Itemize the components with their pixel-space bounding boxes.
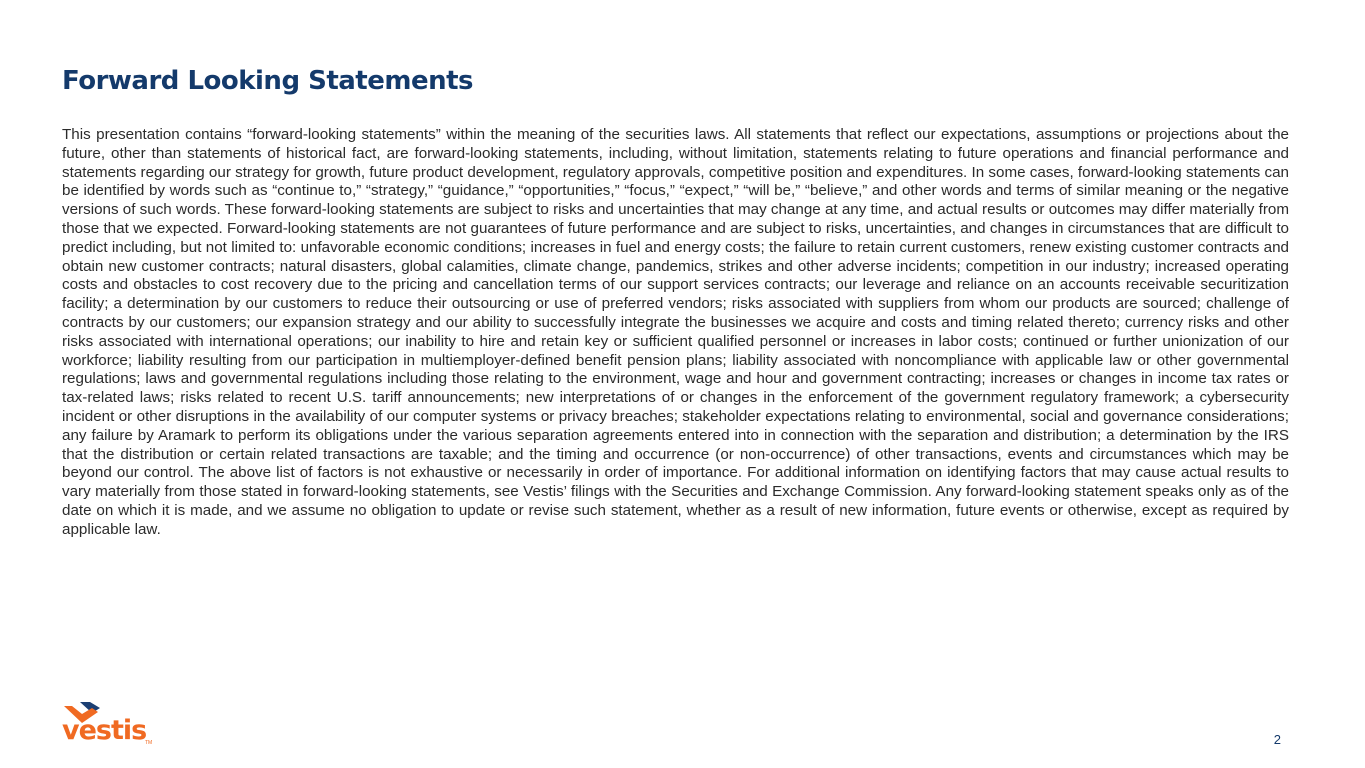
logo-wordmark: vestis [62,715,147,746]
vestis-logo [62,702,162,750]
slide-title: Forward Looking Statements [62,66,474,96]
page-number: 2 [1273,732,1281,747]
logo-trademark: TM [145,740,153,746]
forward-looking-statement-body: This presentation contains “forward-looking statements” within the meaning of the securities laws. All statements that reflect our expectations, assumptions or projections about the future, other than statements of historical fact, are forward-looking statements, including, without limitation, statements relating to future operations and financial performance and statements regarding our strategy for growth, future product development, regulatory approvals, competitive position and expenditures. In some cases, forward-looking statements can be identified by words such as “continue to,” “strategy,” “guidance,” “opportunities,” “focus,” “expect,” “will be,” “believe,” and other words and terms of similar meaning or the negative versions of such words. These forward-looking statements are subject to risks and uncertainties that may change at any time, and actual results or outcomes may differ materially from those that we expected. Forward-looking statements are not guarantees of future performance and are subject to risks, uncertainties, and changes in circumstances that are difficult to predict including, but not limited to: unfavorable economic conditions; increases in fuel and energy costs; the failure to retain current customers, renew existing customer contracts and obtain new customer contracts; natural disasters, global calamities, climate change, pandemics, strikes and other adverse incidents; competition in our industry; increased operating costs and obstacles to cost recovery due to the pricing and cancellation terms of our support services contracts; our leverage and reliance on an accounts receivable securitization facility; a determination by our customers to reduce their outsourcing or use of preferred vendors; risks associated with suppliers from whom our products are sourced; challenge of contracts by our customers; our expansion strategy and our ability to successfully integrate the businesses we acquire and costs and timing related thereto; currency risks and other risks associated with international operations; our inability to hire and retain key or sufficient qualified personnel or increases in labor costs; continued or further unionization of our workforce; liability resulting from our participation in multiemployer-defined benefit pension plans; liability associated with noncompliance with applicable law or other governmental regulations; laws and governmental regulations including those relating to the environment, wage and hour and government contracting; increases or changes in income tax rates or tax-related laws; risks related to recent U.S. tariff announcements; new interpretations of or changes in the enforcement of the government regulatory framework; a cybersecurity incident or other disruptions in the availability of our computer systems or privacy breaches; stakeholder expectations relating to environmental, social and governance considerations; any failure by Aramark to perform its obligations under the various separation agreements entered into in connection with the separation and distribution; a determination by the IRS that the distribution or certain related transactions are taxable; and the timing and occurrence (or non-occurrence) of other transactions, events and circumstances which may be beyond our control. The above list of factors is not exhaustive or necessarily in order of importance. For additional information on identifying factors that may cause actual results to vary materially from those stated in forward-looking statements, see Vestis’ filings with the Securities and Exchange Commission. Any forward-looking statement speaks only as of the date on which it is made, and we assume no obligation to update or revise such statement, whether as a result of new information, future events or otherwise, except as required by applicable law. [62,126,1289,538]
